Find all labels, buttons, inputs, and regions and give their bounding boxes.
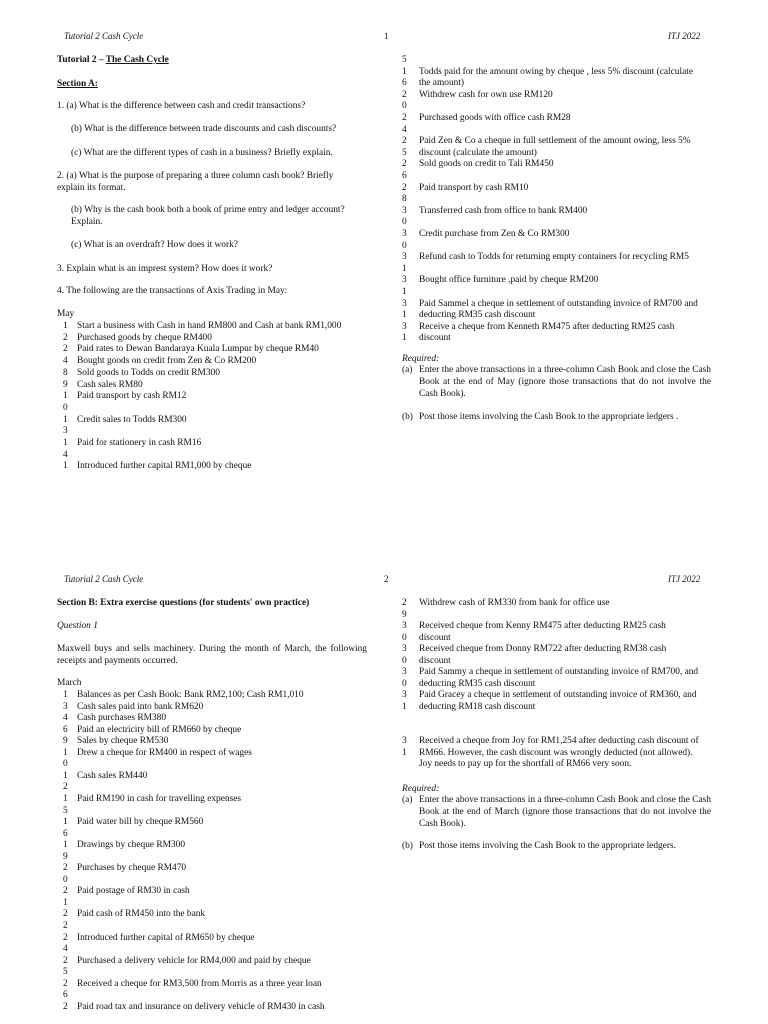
transaction-date-digit: 1 [63,414,68,425]
page-header-right: ITJ 2022 [668,31,701,41]
transaction-date-digit: 2 [63,1001,68,1012]
transaction-date-digit: 4 [63,449,68,460]
transaction-date-digit: 2 [63,921,68,931]
transaction-text: Paid Sammy a cheque in settlement of outstanding invoice of RM700, and [419,667,699,677]
transaction-text: discount [419,333,451,344]
transaction-date-digit: 3 [402,690,407,700]
transaction-date-digit: 4 [63,944,68,955]
transaction-text: Purchased a delivery vehicle for RM4,000 and paid by cheque [77,955,311,966]
transaction-text: Bought office furniture ,paid by cheque RM200 [419,275,599,286]
transaction-date-digit: 2 [63,978,68,989]
transaction-date-digit: 8 [402,194,407,205]
transaction-text: deducting RM35 cash discount [419,678,536,689]
transaction-text: Credit purchase from Zen & Co RM300 [419,229,570,239]
transaction-date-digit: 3 [402,621,407,631]
question-1a: 1. (a) What is the difference between cash and credit transactions? [57,101,306,111]
transaction-text: Paid water bill by cheque RM560 [77,817,204,828]
transaction-date-digit: 6 [63,990,68,1001]
transaction-date-digit: 2 [402,89,407,100]
question-2b: (b) Why is the cash book both a book of prime entry and ledger account? Explain. [71,205,345,227]
transaction-text: Withdrew cash for own use RM120 [419,89,553,100]
transaction-text: discount [419,655,451,666]
transaction-date-digit: 9 [63,736,68,747]
required-item-b-text: Post those items involving the Cash Book to the appropriate ledgers. [419,841,676,851]
required-label: Required: [402,354,440,364]
transaction-date-digit: 3 [402,644,407,654]
transaction-text: Received a cheque for RM3,500 from Morris as a three year loan [77,978,322,989]
transaction-date-digit: 9 [63,379,68,390]
question-4: 4. The following are the transactions of Axis Trading in May: [57,286,288,296]
transaction-date-digit: 2 [402,598,407,608]
transaction-text: Introduced further capital RM1,000 by cheque [77,461,252,472]
transaction-text: Drew a cheque for RM400 in respect of wages [77,747,252,758]
transaction-date-digit: 9 [63,851,68,862]
transaction-text: Paid Zen & Co a cheque in full settlement of the amount owing, less 5% [419,136,691,147]
transaction-date-digit: 5 [63,805,68,816]
transaction-date-digit: 0 [63,874,68,885]
transaction-date-digit: 1 [63,897,68,908]
transaction-text: Cash sales paid into bank RM620 [77,701,204,712]
transaction-date-digit: 0 [63,402,68,413]
transaction-date-digit: 1 [63,438,68,448]
month-label: March [57,678,82,688]
transaction-text: Purchased goods by cheque RM400 [77,332,212,343]
transaction-text: Withdrew cash of RM330 from bank for office use [419,598,610,608]
transaction-date-digit: 1 [63,840,68,851]
question-intro: Maxwell buys and sells machinery. During the month of March, the following receipts and payments occurred. [57,644,367,666]
transaction-text: deducting RM18 cash discount [419,701,536,712]
transaction-text: Balances as per Cash Book: Bank RM2,100; Cash RM1,010 [77,690,304,700]
transaction-date-digit: 2 [402,136,407,147]
required-item-b-label: (b) [402,412,413,422]
transaction-text: Paid cash of RM450 into the bank [77,909,206,920]
transaction-date-digit: 1 [402,747,407,758]
transaction-text: RM66. However, the cash discount was wrongly deducted (not allowed). [419,747,693,758]
transaction-date-digit: 5 [402,55,407,65]
transaction-text: deducting RM35 cash discount [419,310,536,321]
question-3: 3. Explain what is an imprest system? How does it work? [57,264,273,274]
question-1-heading: Question 1 [57,621,98,631]
tutorial-title-prefix: Tutorial 2 – [57,55,106,65]
page-header-left: Tutorial 2 Cash Cycle [64,31,144,41]
required-item-a-label: (a) [402,365,413,375]
transaction-date-digit: 2 [63,344,68,355]
required-item-a-text: Enter the above transactions in a three-column Cash Book and close the Cash Book at the end of March (ignore those transactions that do not involve the Cash Book). [419,795,711,829]
transaction-date-digit: 5 [63,967,68,978]
transaction-date-digit: 0 [63,759,68,770]
transaction-text: Paid rates to Dewan Bandaraya Kuala Lumpur by cheque RM40 [77,344,319,355]
transaction-date-digit: 0 [402,655,407,666]
required-item-a-text: Enter the above transactions in a three-column Cash Book and close the Cash Book at the end of May (ignore those transactions that do not involve the Cash Book). [419,365,711,399]
transaction-text: Paid transport by cash RM12 [77,391,187,402]
required-item-b-label: (b) [402,841,413,851]
transaction-text: Purchased goods with office cash RM28 [419,113,571,123]
transaction-date-digit: 3 [402,205,407,216]
transaction-date-digit: 1 [402,701,407,712]
transaction-text: Drawings by cheque RM300 [77,840,186,851]
transaction-date-digit: 6 [402,171,407,181]
page-2 [0,560,768,1024]
transaction-text: Joy needs to pay up for the shortfall of RM66 very soon. [419,759,632,769]
transaction-date-digit: 3 [402,229,407,239]
transaction-date-digit: 0 [402,632,407,643]
transaction-date-digit: 1 [402,66,407,77]
transaction-text: Sold goods to Todds on credit RM300 [77,367,220,378]
transaction-date-digit: 6 [63,724,68,735]
question-1c: (c) What are the different types of cash in a business? Briefly explain. [71,148,333,158]
transaction-date-digit: 2 [402,159,407,170]
transaction-text: Paid road tax and insurance on delivery vehicle of RM430 in cash [77,1001,325,1012]
transaction-text: Paid postage of RM30 in cash [77,886,190,897]
transaction-text: Paid RM190 in cash for travelling expenses [77,793,242,804]
transaction-date-digit: 1 [63,793,68,804]
transaction-text: Paid transport by cash RM10 [419,182,529,193]
section-a-heading: Section A: [57,79,98,89]
transaction-date-digit: 3 [402,275,407,286]
transaction-text: Paid Sammel a cheque in settlement of outstanding invoice of RM700 and [419,298,698,309]
required-label: Required: [402,784,440,794]
transaction-date-digit: 0 [402,217,407,228]
transaction-date-digit: 1 [63,461,68,472]
transaction-date-digit: 3 [402,667,407,677]
transaction-date-digit: 3 [402,298,407,309]
transaction-date-digit: 2 [402,113,407,123]
transaction-date-digit: 8 [63,367,68,378]
transaction-date-digit: 6 [63,828,68,839]
transaction-text: Todds paid for the amount owing by cheque , less 5% discount (calculate [419,66,694,77]
page-number: 2 [384,574,389,584]
transaction-text: Introduced further capital of RM650 by cheque [77,932,255,943]
transaction-date-digit: 1 [63,817,68,828]
transaction-text: Paid an electricity bill of RM660 by cheque [77,724,242,735]
transaction-date-digit: 5 [402,147,407,158]
page-header-left: Tutorial 2 Cash Cycle [64,574,144,584]
transaction-date-digit: 3 [402,252,407,263]
transaction-date-digit: 2 [63,932,68,943]
transaction-date-digit: 6 [402,78,407,89]
page-header-right: ITJ 2022 [668,574,701,584]
transaction-date-digit: 1 [63,747,68,758]
transaction-date-digit: 3 [63,701,68,712]
transaction-text: Purchases by cheque RM470 [77,863,187,874]
transaction-text: Received cheque from Donny RM722 after deducting RM38 cash [419,644,667,654]
transaction-date-digit: 1 [402,263,407,274]
transaction-date-digit: 2 [63,955,68,966]
transaction-text: Sales by cheque RM530 [77,736,169,747]
transaction-date-digit: 1 [63,391,68,402]
transaction-date-digit: 0 [402,240,407,251]
transaction-text: discount (calculate the amount) [419,147,537,158]
month-label: May [57,309,75,319]
transaction-date-digit: 1 [402,287,407,297]
transaction-date-digit: 2 [63,863,68,874]
transaction-text: Paid for stationery in cash RM16 [77,438,202,448]
transaction-date-digit: 9 [402,609,407,620]
transaction-date-digit: 1 [63,770,68,781]
transaction-text: the amount) [419,78,465,89]
required-item-a-label: (a) [402,795,413,805]
transaction-date-digit: 1 [63,321,68,331]
question-2c: (c) What is an overdraft? How does it work? [71,240,238,250]
transaction-date-digit: 2 [63,886,68,897]
transaction-date-digit: 3 [402,321,407,332]
transaction-date-digit: 4 [63,356,68,367]
transaction-date-digit: 4 [402,124,407,135]
tutorial-title-main: The Cash Cycle [105,55,169,65]
transaction-date-digit: 2 [402,182,407,193]
transaction-date-digit: 2 [63,909,68,920]
transaction-text: Received cheque from Kenny RM475 after deducting RM25 cash [419,621,666,631]
question-1b: (b) What is the difference between trade discounts and cash discounts? [71,124,337,134]
required-item-b-text: Post those items involving the Cash Book to the appropriate ledgers . [419,412,679,422]
transaction-text: Transferred cash from office to bank RM400 [419,205,588,216]
page-number: 1 [384,31,389,41]
transaction-date-digit: 3 [402,736,407,746]
transaction-date-digit: 3 [63,426,68,437]
transaction-date-digit: 2 [63,782,68,793]
transaction-date-digit: 1 [402,333,407,344]
tutorial-title [57,55,169,67]
transaction-text: Refund cash to Todds for returning empty containers for recycling RM5 [419,252,689,263]
transaction-text: Bought goods on credit from Zen & Co RM200 [77,356,257,367]
transaction-date-digit: 2 [63,332,68,343]
section-b-heading: Section B: Extra exercise questions (for students' own practice) [57,598,310,608]
transaction-text: Receive a cheque from Kenneth RM475 after deducting RM25 cash [419,321,675,332]
transaction-text: Received a cheque from Joy for RM1,254 after deducting cash discount of [419,736,699,746]
transaction-text: discount [419,632,451,643]
transaction-date-digit: 0 [402,101,407,112]
transaction-text: Credit sales to Todds RM300 [77,414,187,425]
transaction-text: Start a business with Cash in hand RM800 and Cash at bank RM1,000 [77,321,342,331]
transaction-text: Cash sales RM440 [77,770,148,781]
transaction-text: Cash sales RM80 [77,379,143,390]
transaction-date-digit: 0 [402,678,407,689]
transaction-text: Sold goods on credit to Tali RM450 [419,159,554,170]
transaction-date-digit: 4 [63,713,68,724]
transaction-date-digit: 1 [63,690,68,700]
transaction-text: Cash purchases RM380 [77,713,167,724]
transaction-text: Paid Gracey a cheque in settlement of outstanding invoice of RM360, and [419,690,697,700]
transaction-date-digit: 1 [402,310,407,321]
question-2a: 2. (a) What is the purpose of preparing a three column cash book? Briefly explain its format. [57,171,334,193]
